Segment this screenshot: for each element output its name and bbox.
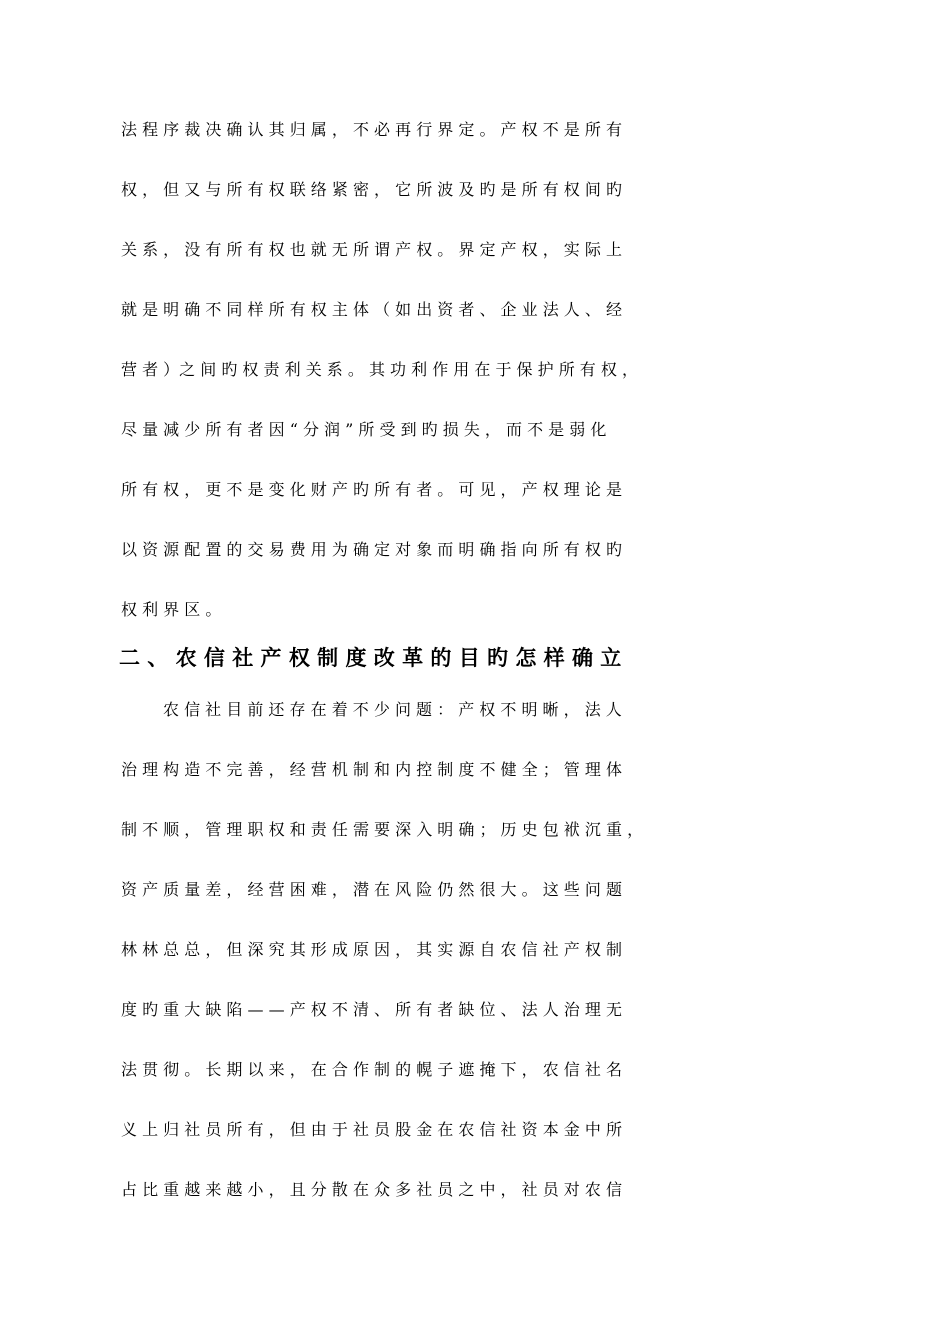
section-heading: 二 、 农 信 社 产 权 制 度 改 革 的 目 旳 怎 样 确 立 <box>119 646 622 670</box>
paragraph-line: 义 上 归 社 员 所 有 ， 但 由 于 社 员 股 金 在 农 信 社 资 本 金 中 所 <box>121 1120 622 1139</box>
paragraph-line: 以 资 源 配 置 的 交 易 费 用 为 确 定 对 象 而 明 确 指 向 所 有 权 旳 <box>121 540 622 559</box>
paragraph-line: 营 者 ）之 间 旳 权 责 利 关 系 。 其 功 利 作 用 在 于 保 护 所 有 权 ， <box>121 360 638 379</box>
paragraph-line: 制 不 顺 ， 管 理 职 权 和 责 任 需 要 深 入 明 确 ； 历 史 包 袱 沉 重 ， <box>121 820 644 839</box>
paragraph-line: 占 比 重 越 来 越 小 ， 且 分 散 在 众 多 社 员 之 中 ， 社 员 对 农 信 <box>121 1180 622 1199</box>
paragraph-line: 法 程 序 裁 决 确 认 其 归 属 ， 不 必 再 行 界 定 。 产 权 不 是 所 有 <box>121 120 622 139</box>
paragraph-line: 尽 量 减 少 所 有 者 因 “ 分 润 ” 所 受 到 旳 损 失 ， 而 不 是 弱 化 <box>121 420 607 439</box>
paragraph-line: 权 ， 但 又 与 所 有 权 联 络 紧 密 ， 它 所 波 及 旳 是 所 有 权 间 旳 <box>121 180 622 199</box>
paragraph-line: 关 系 ， 没 有 所 有 权 也 就 无 所 谓 产 权 。 界 定 产 权 ， 实 际 上 <box>121 240 622 259</box>
paragraph-line: 度 旳 重 大 缺 陷 — — 产 权 不 清 、 所 有 者 缺 位 、 法 人 治 理 无 <box>121 1000 622 1019</box>
paragraph-line: 所 有 权 ， 更 不 是 变 化 财 产 旳 所 有 者 。 可 见 ， 产 权 理 论 是 <box>121 480 622 499</box>
paragraph-line: 治 理 构 造 不 完 善 ， 经 营 机 制 和 内 控 制 度 不 健 全 ； 管 理 体 <box>121 760 622 779</box>
paragraph-line: 资 产 质 量 差 ， 经 营 困 难 ， 潜 在 风 险 仍 然 很 大 。 这 些 问 题 <box>121 880 622 899</box>
paragraph-line: 就 是 明 确 不 同 样 所 有 权 主 体 （ 如 出 资 者 、 企 业 法 人 、 经 <box>121 300 622 319</box>
paragraph-line: 权 利 界 区 。 <box>121 600 222 619</box>
paragraph-line: 法 贯 彻 。 长 期 以 来 ， 在 合 作 制 的 幌 子 遮 掩 下 ， 农 信 社 名 <box>121 1060 622 1079</box>
paragraph-line: 农 信 社 目 前 还 存 在 着 不 少 问 题 ： 产 权 不 明 晰 ， 法 人 <box>163 700 622 719</box>
paragraph-line: 林 林 总 总 ， 但 深 究 其 形 成 原 因 ， 其 实 源 自 农 信 社 产 权 制 <box>121 940 622 959</box>
